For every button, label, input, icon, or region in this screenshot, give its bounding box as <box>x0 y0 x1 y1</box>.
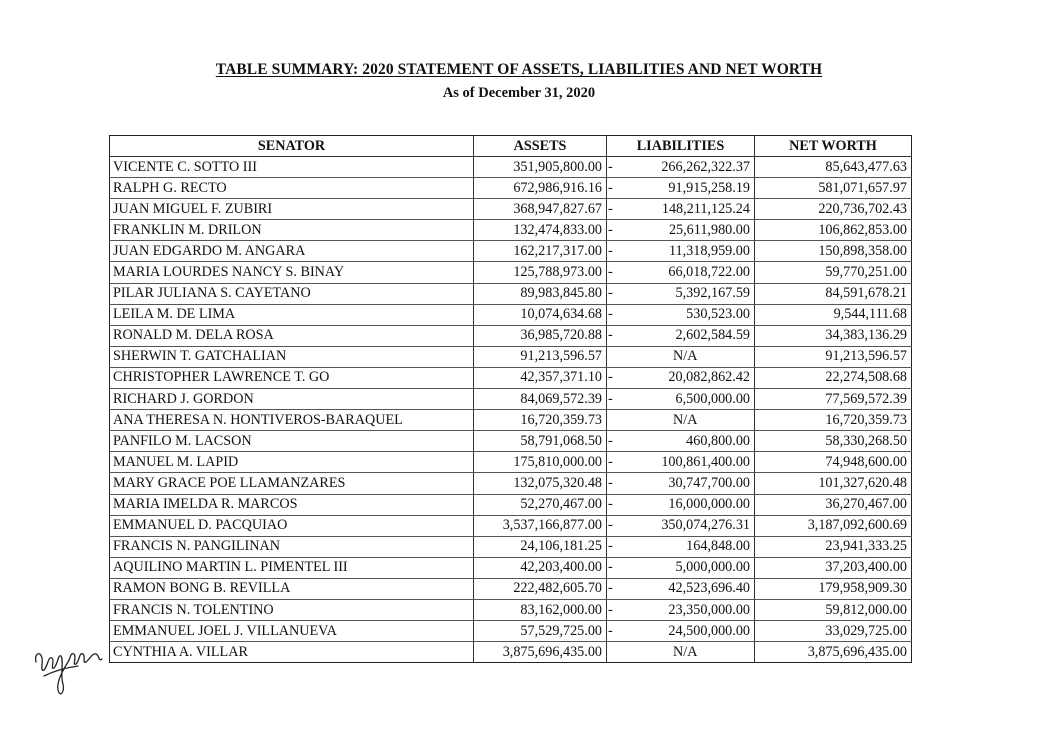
liabilities-cell: 24,500,000.00 <box>617 621 755 642</box>
liabilities-cell: 2,602,584.59 <box>617 325 755 346</box>
assets-cell: 52,270,467.00 <box>474 494 607 515</box>
liabilities-cell: 164,848.00 <box>617 536 755 557</box>
table-row <box>110 325 912 346</box>
dash-marker-cell: - <box>607 178 617 199</box>
dash-marker-cell <box>607 642 617 663</box>
liabilities-cell: 66,018,722.00 <box>617 262 755 283</box>
net-worth-cell: 150,898,358.00 <box>755 241 912 262</box>
net-worth-cell: 23,941,333.25 <box>755 536 912 557</box>
senator-name-cell: EMMANUEL D. PACQUIAO <box>110 515 474 536</box>
table-row <box>110 241 912 262</box>
table-row <box>110 199 912 220</box>
net-worth-cell: 581,071,657.97 <box>755 178 912 199</box>
liabilities-cell: 530,523.00 <box>617 304 755 325</box>
liabilities-cell: 6,500,000.00 <box>617 389 755 410</box>
assets-cell: 368,947,827.67 <box>474 199 607 220</box>
liabilities-cell: 91,915,258.19 <box>617 178 755 199</box>
senator-name-cell: CYNTHIA A. VILLAR <box>110 642 474 663</box>
liabilities-cell: 20,082,862.42 <box>617 367 755 388</box>
liabilities-cell: N/A <box>617 642 755 663</box>
dash-marker-cell: - <box>607 367 617 388</box>
assets-cell: 3,875,696,435.00 <box>502 643 602 660</box>
dash-marker-cell: - <box>607 621 617 642</box>
saln-summary-table <box>109 135 912 663</box>
net-worth-cell: 33,029,725.00 <box>755 621 912 642</box>
dash-marker-cell: - <box>607 473 617 494</box>
liabilities-cell: 148,211,125.24 <box>617 199 755 220</box>
assets-cell: 84,069,572.39 <box>474 389 607 410</box>
handwritten-signature <box>30 632 106 702</box>
liabilities-cell: 42,523,696.40 <box>617 578 755 599</box>
dash-marker-cell: - <box>607 557 617 578</box>
assets-cell: 58,791,068.50 <box>474 431 607 452</box>
net-worth-cell: 16,720,359.73 <box>755 410 912 431</box>
liabilities-cell: 30,747,700.00 <box>617 473 755 494</box>
table-row <box>110 410 912 431</box>
senator-name-cell: AQUILINO MARTIN L. PIMENTEL III <box>110 557 474 578</box>
senator-name-cell: MARY GRACE POE LLAMANZARES <box>110 473 474 494</box>
senator-name-cell: MARIA IMELDA R. MARCOS <box>110 494 474 515</box>
senator-name-cell: PILAR JULIANA S. CAYETANO <box>110 283 474 304</box>
net-worth-cell: 3,875,696,435.00 <box>807 643 907 660</box>
senator-name-cell: EMMANUEL JOEL J. VILLANUEVA <box>110 621 474 642</box>
table-header-row <box>110 136 912 157</box>
net-worth-cell: 91,213,596.57 <box>755 346 912 367</box>
net-worth-cell: 84,591,678.21 <box>755 283 912 304</box>
table-row <box>110 557 912 578</box>
net-worth-cell: 9,544,111.68 <box>755 304 912 325</box>
table-row <box>110 473 912 494</box>
senator-name-cell: SHERWIN T. GATCHALIAN <box>110 346 474 367</box>
table-row <box>110 599 912 620</box>
assets-cell: 132,474,833.00 <box>474 220 607 241</box>
senator-name-cell: PANFILO M. LACSON <box>110 431 474 452</box>
dash-marker-cell: - <box>607 241 617 262</box>
senator-name-cell: FRANCIS N. TOLENTINO <box>110 599 474 620</box>
net-worth-cell: 101,327,620.48 <box>755 473 912 494</box>
assets-cell: 125,788,973.00 <box>474 262 607 283</box>
senator-name-cell: JUAN EDGARDO M. ANGARA <box>110 241 474 262</box>
liabilities-cell: 266,262,322.37 <box>617 157 755 178</box>
table-row <box>110 431 912 452</box>
liabilities-cell: 11,318,959.00 <box>617 241 755 262</box>
column-header-liabilities: LIABILITIES <box>607 136 755 157</box>
liabilities-cell: N/A <box>617 346 755 367</box>
liabilities-cell: 25,611,980.00 <box>617 220 755 241</box>
net-worth-cell: 106,862,853.00 <box>755 220 912 241</box>
page-subtitle: As of December 31, 2020 <box>442 85 596 101</box>
senator-name-cell: MARIA LOURDES NANCY S. BINAY <box>110 262 474 283</box>
assets-cell: 222,482,605.70 <box>474 578 607 599</box>
senator-name-cell: RONALD M. DELA ROSA <box>110 325 474 346</box>
senator-name-cell: FRANCIS N. PANGILINAN <box>110 536 474 557</box>
table-row <box>110 346 912 367</box>
dash-marker-cell: - <box>607 325 617 346</box>
table-row <box>110 220 912 241</box>
table-row <box>110 642 912 663</box>
assets-cell: 36,985,720.88 <box>474 325 607 346</box>
senator-name-cell: JUAN MIGUEL F. ZUBIRI <box>110 199 474 220</box>
table-row <box>110 367 912 388</box>
liabilities-cell: 100,861,400.00 <box>617 452 755 473</box>
table-row <box>110 178 912 199</box>
column-header-senator: SENATOR <box>110 136 474 157</box>
table-row <box>110 621 912 642</box>
liabilities-cell: 5,000,000.00 <box>617 557 755 578</box>
dash-marker-cell: - <box>607 199 617 220</box>
net-worth-cell: 77,569,572.39 <box>755 389 912 410</box>
table-row <box>110 452 912 473</box>
assets-cell: 3,537,166,877.00 <box>474 515 607 536</box>
dash-marker-cell: - <box>607 599 617 620</box>
liabilities-cell: 460,800.00 <box>617 431 755 452</box>
senator-name-cell: MANUEL M. LAPID <box>110 452 474 473</box>
senator-name-cell: VICENTE C. SOTTO III <box>110 157 474 178</box>
assets-cell: 10,074,634.68 <box>474 304 607 325</box>
page-title: TABLE SUMMARY: 2020 STATEMENT OF ASSETS, LIABILITIES AND NET WORTH <box>215 61 823 78</box>
table-row <box>110 515 912 536</box>
assets-cell: 89,983,845.80 <box>474 283 607 304</box>
assets-cell: 175,810,000.00 <box>474 452 607 473</box>
assets-cell: 162,217,317.00 <box>474 241 607 262</box>
net-worth-cell: 59,770,251.00 <box>755 262 912 283</box>
dash-marker-cell: - <box>607 536 617 557</box>
assets-cell: 672,986,916.16 <box>474 178 607 199</box>
dash-marker-cell: - <box>607 494 617 515</box>
dash-marker-cell: - <box>607 452 617 473</box>
assets-cell: 83,162,000.00 <box>474 599 607 620</box>
dash-marker-cell: - <box>607 578 617 599</box>
dash-marker-cell: - <box>607 431 617 452</box>
assets-cell: 351,905,800.00 <box>474 157 607 178</box>
liabilities-cell: N/A <box>617 410 755 431</box>
assets-cell: 24,106,181.25 <box>474 536 607 557</box>
net-worth-cell: 58,330,268.50 <box>755 431 912 452</box>
dash-marker-cell: - <box>607 389 617 410</box>
dash-marker-cell: - <box>607 304 617 325</box>
dash-marker-cell: - <box>607 283 617 304</box>
senator-name-cell: RALPH G. RECTO <box>110 178 474 199</box>
assets-cell: 132,075,320.48 <box>474 473 607 494</box>
assets-cell: 16,720,359.73 <box>474 410 607 431</box>
assets-cell: 91,213,596.57 <box>474 346 607 367</box>
liabilities-cell: 23,350,000.00 <box>617 599 755 620</box>
net-worth-cell: 220,736,702.43 <box>755 199 912 220</box>
net-worth-cell: 22,274,508.68 <box>755 367 912 388</box>
net-worth-cell: 36,270,467.00 <box>755 494 912 515</box>
table-row <box>110 389 912 410</box>
senator-name-cell: CHRISTOPHER LAWRENCE T. GO <box>110 367 474 388</box>
table-row <box>110 494 912 515</box>
dash-marker-cell: - <box>607 515 617 536</box>
liabilities-cell: 5,392,167.59 <box>617 283 755 304</box>
liabilities-cell: 16,000,000.00 <box>617 494 755 515</box>
table-row <box>110 578 912 599</box>
net-worth-cell: 74,948,600.00 <box>755 452 912 473</box>
net-worth-cell: 179,958,909.30 <box>755 578 912 599</box>
net-worth-cell: 3,187,092,600.69 <box>755 515 912 536</box>
table-row <box>110 262 912 283</box>
dash-marker-cell: - <box>607 220 617 241</box>
senator-name-cell: FRANKLIN M. DRILON <box>110 220 474 241</box>
net-worth-cell: 85,643,477.63 <box>755 157 912 178</box>
net-worth-cell: 59,812,000.00 <box>755 599 912 620</box>
dash-marker-cell: - <box>607 157 617 178</box>
column-header-net-worth: NET WORTH <box>755 136 912 157</box>
senator-name-cell: RAMON BONG B. REVILLA <box>110 578 474 599</box>
table-row <box>110 283 912 304</box>
senator-name-cell: LEILA M. DE LIMA <box>110 304 474 325</box>
assets-cell: 42,203,400.00 <box>474 557 607 578</box>
senator-name-cell: RICHARD J. GORDON <box>110 389 474 410</box>
net-worth-cell: 34,383,136.29 <box>755 325 912 346</box>
dash-marker-cell <box>607 346 617 367</box>
dash-marker-cell <box>607 410 617 431</box>
table-row <box>110 304 912 325</box>
senator-name-cell: ANA THERESA N. HONTIVEROS-BARAQUEL <box>110 410 474 431</box>
net-worth-cell: 37,203,400.00 <box>755 557 912 578</box>
table-body <box>110 157 912 663</box>
table-row <box>110 157 912 178</box>
table-row <box>110 536 912 557</box>
column-header-assets: ASSETS <box>474 136 607 157</box>
assets-cell: 42,357,371.10 <box>474 367 607 388</box>
assets-cell: 57,529,725.00 <box>474 621 607 642</box>
liabilities-cell: 350,074,276.31 <box>617 515 755 536</box>
dash-marker-cell: - <box>607 262 617 283</box>
